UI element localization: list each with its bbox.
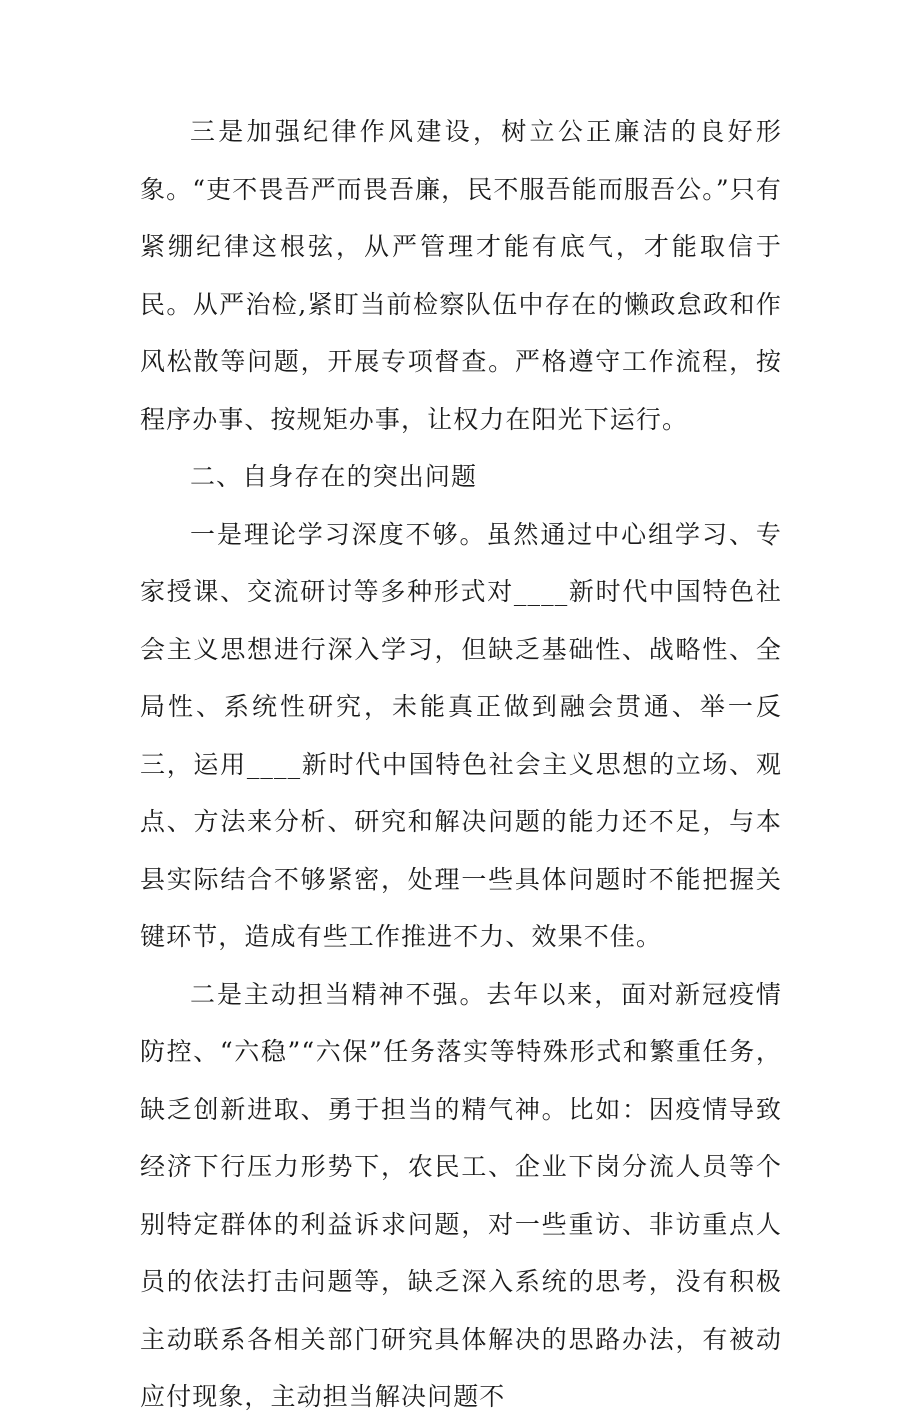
paragraph-theory-study: 一是理论学习深度不够。虽然通过中心组学习、专家授课、交流研讨等多种形式对____新时代中国特色社会主义思想进行深入学习，但缺乏基础性、战略性、全局性、系统性研究，未能真正做到融会贯通、举一反三，运用____新时代中国特色社会主义思想的立场、观点、方法来分析、研究和解决问题的能力还不足，与本县实际结合不够紧密，处理一些具体问题时不能把握关键环节，造成有些工作推进不力、效果不佳。 [140, 519, 782, 951]
section-heading-problems: 二、自身存在的突出问题 [190, 462, 478, 491]
paragraph-responsibility: 二是主动担当精神不强。去年以来，面对新冠疫情防控、“六稳”“六保”任务落实等特殊形式和繁重任务，缺乏创新进取、勇于担当的精气神。比如：因疫情导致经济下行压力形势下，农民工、企业下岗分流人员等个别特定群体的利益诉求问题，对一些重访、非访重点人员的依法打击问题等，缺乏深入系统的思考，没有积极主动联系各相关部门研究具体解决的思路办法，有被动应付现象，主动担当解决问题不 [140, 979, 782, 1411]
paragraph-discipline: 三是加强纪律作风建设，树立公正廉洁的良好形象。“吏不畏吾严而畏吾廉，民不服吾能而服吾公。”只有紧绷纪律这根弦，从严管理才能有底气，才能取信于民。从严治检,紧盯当前检察队伍中存在的懒政怠政和作风松散等问题，开展专项督查。严格遵守工作流程，按程序办事、按规矩办事，让权力在阳光下运行。 [140, 117, 782, 434]
document-page [140, 103, 782, 1426]
